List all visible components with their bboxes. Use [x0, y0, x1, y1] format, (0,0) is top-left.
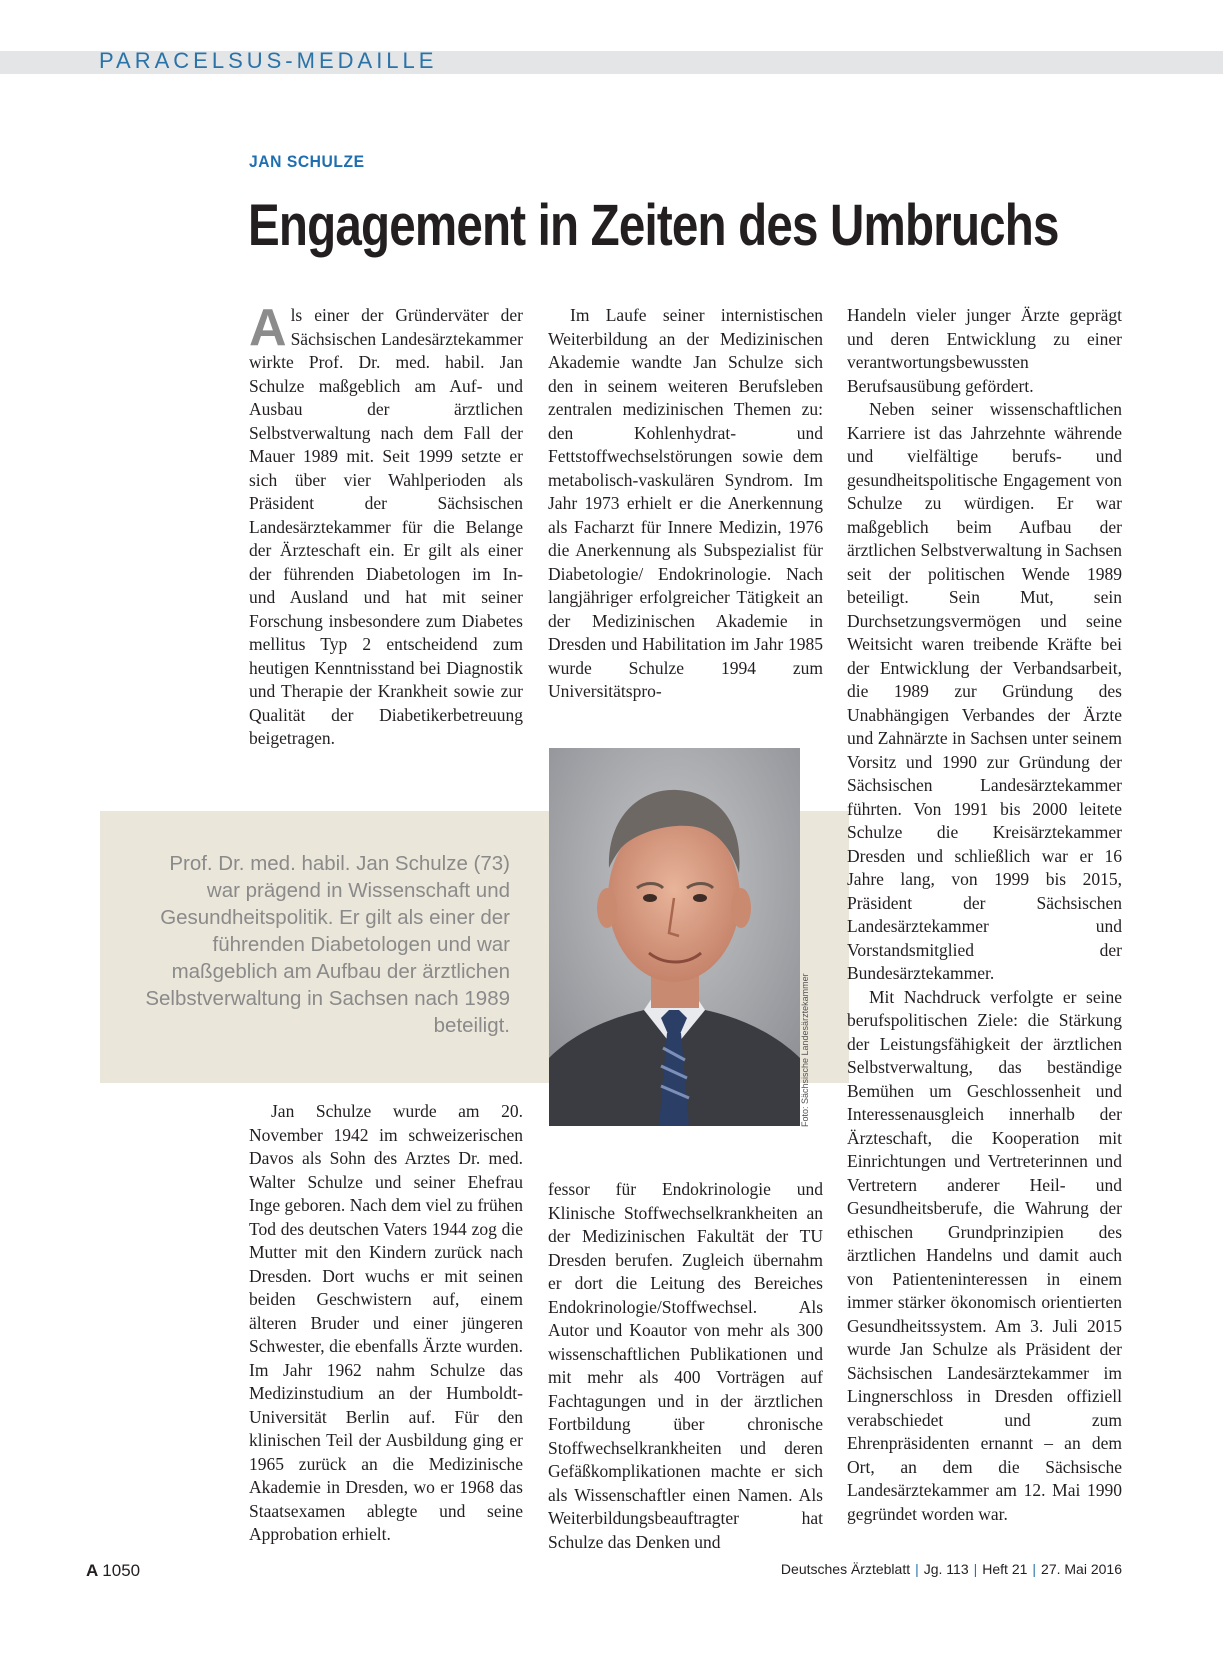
col3-paragraph-2: Neben seiner wissenschaftlichen Karriere ist das Jahrzehnte währende und vielfältige berufs- und gesundheitspolitische Engagement von Schulze zu würdigen. Er war maßgeblich beim Aufbau der ärztlichen Selbstverwaltung in Sachsen seit der politischen Wende 1989 beteiligt. Sein Mut, sein Durchsetzungsvermögen und seine Weitsicht waren treibende Kräfte bei der Entwicklung der Verbandsarbeit, die 1989 zur Gründung des Unabhängigen Verbandes der Ärzte und Zahnärzte in Sachsen unter seinem Vorsitz und 1990 zur Gründung der Sächsischen Landesärztekammer führten. Von 1991 bis 2000 leitete Schulze die Kreisärztekammer Dresden und schließlich war er 16 Jahre lang, von 1999 bis 2015, Präsident der Sächsischen Landesärztekammer und Vorstandsmitglied der Bundesärztekammer.	[847, 399, 1122, 983]
column-2-top	[548, 304, 823, 704]
journal-footer	[781, 1561, 1122, 1577]
journal-date: 27. Mai 2016	[1041, 1561, 1122, 1577]
journal-volume: Jg. 113	[923, 1561, 969, 1577]
article-kicker: JAN SCHULZE	[249, 152, 365, 171]
career-paragraph: Im Laufe seiner internistischen Weiterbildung an der Medizinischen Akademie wandte Jan Schulze sich den in seinem weiteren Berufsleben zentralen medizinischen Themen zu: den Kohlenhydrat- und Fettstoffwechselstörungen sowie dem metabolisch-vaskulären Syndrom. Im Jahr 1973 erhielt er die Anerkennung als Facharzt für Innere Medizin, 1976 die Anerkennung als Subspezialist für Diabetologie/ Endokrinologie. Nach langjähriger erfolgreicher Tätigkeit an der Medizinischen Akademie in Dresden und Habilitation im Jahr 1985 wurde Schulze 1994 zum Universitätspro-	[548, 305, 823, 701]
portrait-illustration	[549, 748, 800, 1126]
journal-name: Deutsches Ärzteblatt	[780, 1561, 911, 1577]
col3-paragraph-1: Handeln vieler junger Ärzte geprägt und deren Entwicklung zu einer verantwortungsbewussten Berufsausübung gefördert.	[847, 305, 1122, 396]
article-headline: Engagement in Zeiten des Umbruchs	[248, 193, 1059, 258]
footer-separator: |	[915, 1561, 919, 1577]
portrait-photo	[549, 748, 800, 1126]
page-prefix: A	[86, 1561, 99, 1580]
lead-paragraph	[249, 299, 523, 751]
journal-issue: Heft 21	[982, 1561, 1028, 1577]
column-1-top	[249, 299, 523, 751]
page-number	[86, 1561, 140, 1581]
career-continued-paragraph: fessor für Endokrinologie und Klinische Stoffwechselkrankheiten an der Medizinischen Fakultät der TU Dresden berufen. Zugleich übernahm er dort die Leitung des Bereiches Endokrinologie/Stoffwechsel. Als Autor und Koautor von mehr als 300 wissenschaftlichen Publikationen und mit mehr als 400 Vorträgen auf Fachtagungen und in der ärztlichen Fortbildung über chronische Stoffwechselkrankheiten und deren Gefäßkomplikationen machte er sich als Wissenschaftler einen Namen. Als Weiterbildungsbeauftragter hat Schulze das Denken und	[548, 1179, 823, 1552]
footer-separator: |	[1032, 1561, 1037, 1577]
photo-credit: Foto: Sächsische Landesärztekammer	[800, 973, 810, 1127]
drop-cap: A	[249, 299, 287, 357]
biography-paragraph: Jan Schulze wurde am 20. November 1942 im schweizerischen Davos als Sohn des Arztes Dr. med. Walter Schulze und seiner Ehefrau Inge geboren. Nach dem viel zu frühen Tod des deutschen Vaters 1944 zog die Mutter mit den Kindern zurück nach Dresden. Dort wuchs er mit seinen beiden Geschwistern auf, einem älteren Bruder und einer jüngeren Schwester, die ebenfalls Ärzte wurden. Im Jahr 1962 nahm Schulze das Medizinstudium an der Humboldt-Universität Berlin auf. Für den klinischen Teil der Ausbildung ging er 1965 zurück an die Medizinische Akademie in Dresden, wo er 1968 das Staatsexamen ablegte und seine Approbation erhielt.	[249, 1101, 523, 1544]
column-3	[847, 304, 1122, 1526]
lead-text: ls einer der Gründerväter der Sächsischen Landesärztekammer wirkte Prof. Dr. med. habil. Jan Schulze maßgeblich am Auf- und Ausbau der ärztlichen Selbstverwaltung nach dem Fall der Mauer 1989 mit. Seit 1999 setzte er sich über vier Wahlperioden als Präsident der Sächsischen Landesärztekammer für die Belange der Ärzteschaft ein. Er gilt als einer der führenden Diabetologen im In- und Ausland und hat mit seiner Forschung insbesondere zum Diabetes mellitus Typ 2 entscheidend zum heutigen Kenntnisstand bei Diagnostik und Therapie der Krankheit sowie zur Qualität der Diabetikerbetreuung beigetragen.	[249, 305, 523, 748]
column-1-bottom	[249, 1100, 523, 1547]
page-number-value: 1050	[102, 1561, 141, 1580]
column-2-bottom	[548, 1178, 823, 1554]
section-label: PARACELSUS-MEDAILLE	[99, 48, 438, 73]
col3-paragraph-3: Mit Nachdruck verfolgte er seine berufspolitischen Ziele: die Stärkung der Leistungsfähigkeit der ärztlichen Selbstverwaltung, das beständige Bemühen um Geschlossenheit und Interessenausgleich innerhalb der Ärzteschaft, die Kooperation mit Einrichtungen und Vertreterinnen und Vertretern anderer Heil- und Gesundheitsberufe, die Wahrung der ethischen Grundprinzipien des ärztlichen Handelns und damit auch von Patienteninteressen in einem immer stärker ökonomisch orientierten Gesundheitssystem. Am 3. Juli 2015 wurde Jan Schulze als Präsident der Sächsischen Landesärztekammer im Lingnerschloss in Dresden offiziell verabschiedet und zum Ehrenpräsidenten ernannt – an dem Ort, an dem die Sächsische Landesärztekammer am 12. Mai 1990 gegründet worden war.	[847, 986, 1122, 1524]
pullquote-text: Prof. Dr. med. habil. Jan Schulze (73) war prägend in Wissenschaft und Gesundheitspolitik. Er gilt als einer der führenden Diabetologen und war maßgeblich am Aufbau der ärztlichen Selbstverwaltung in Sachsen nach 1989 beteiligt.	[145, 852, 510, 1037]
footer-separator: |	[973, 1561, 978, 1577]
